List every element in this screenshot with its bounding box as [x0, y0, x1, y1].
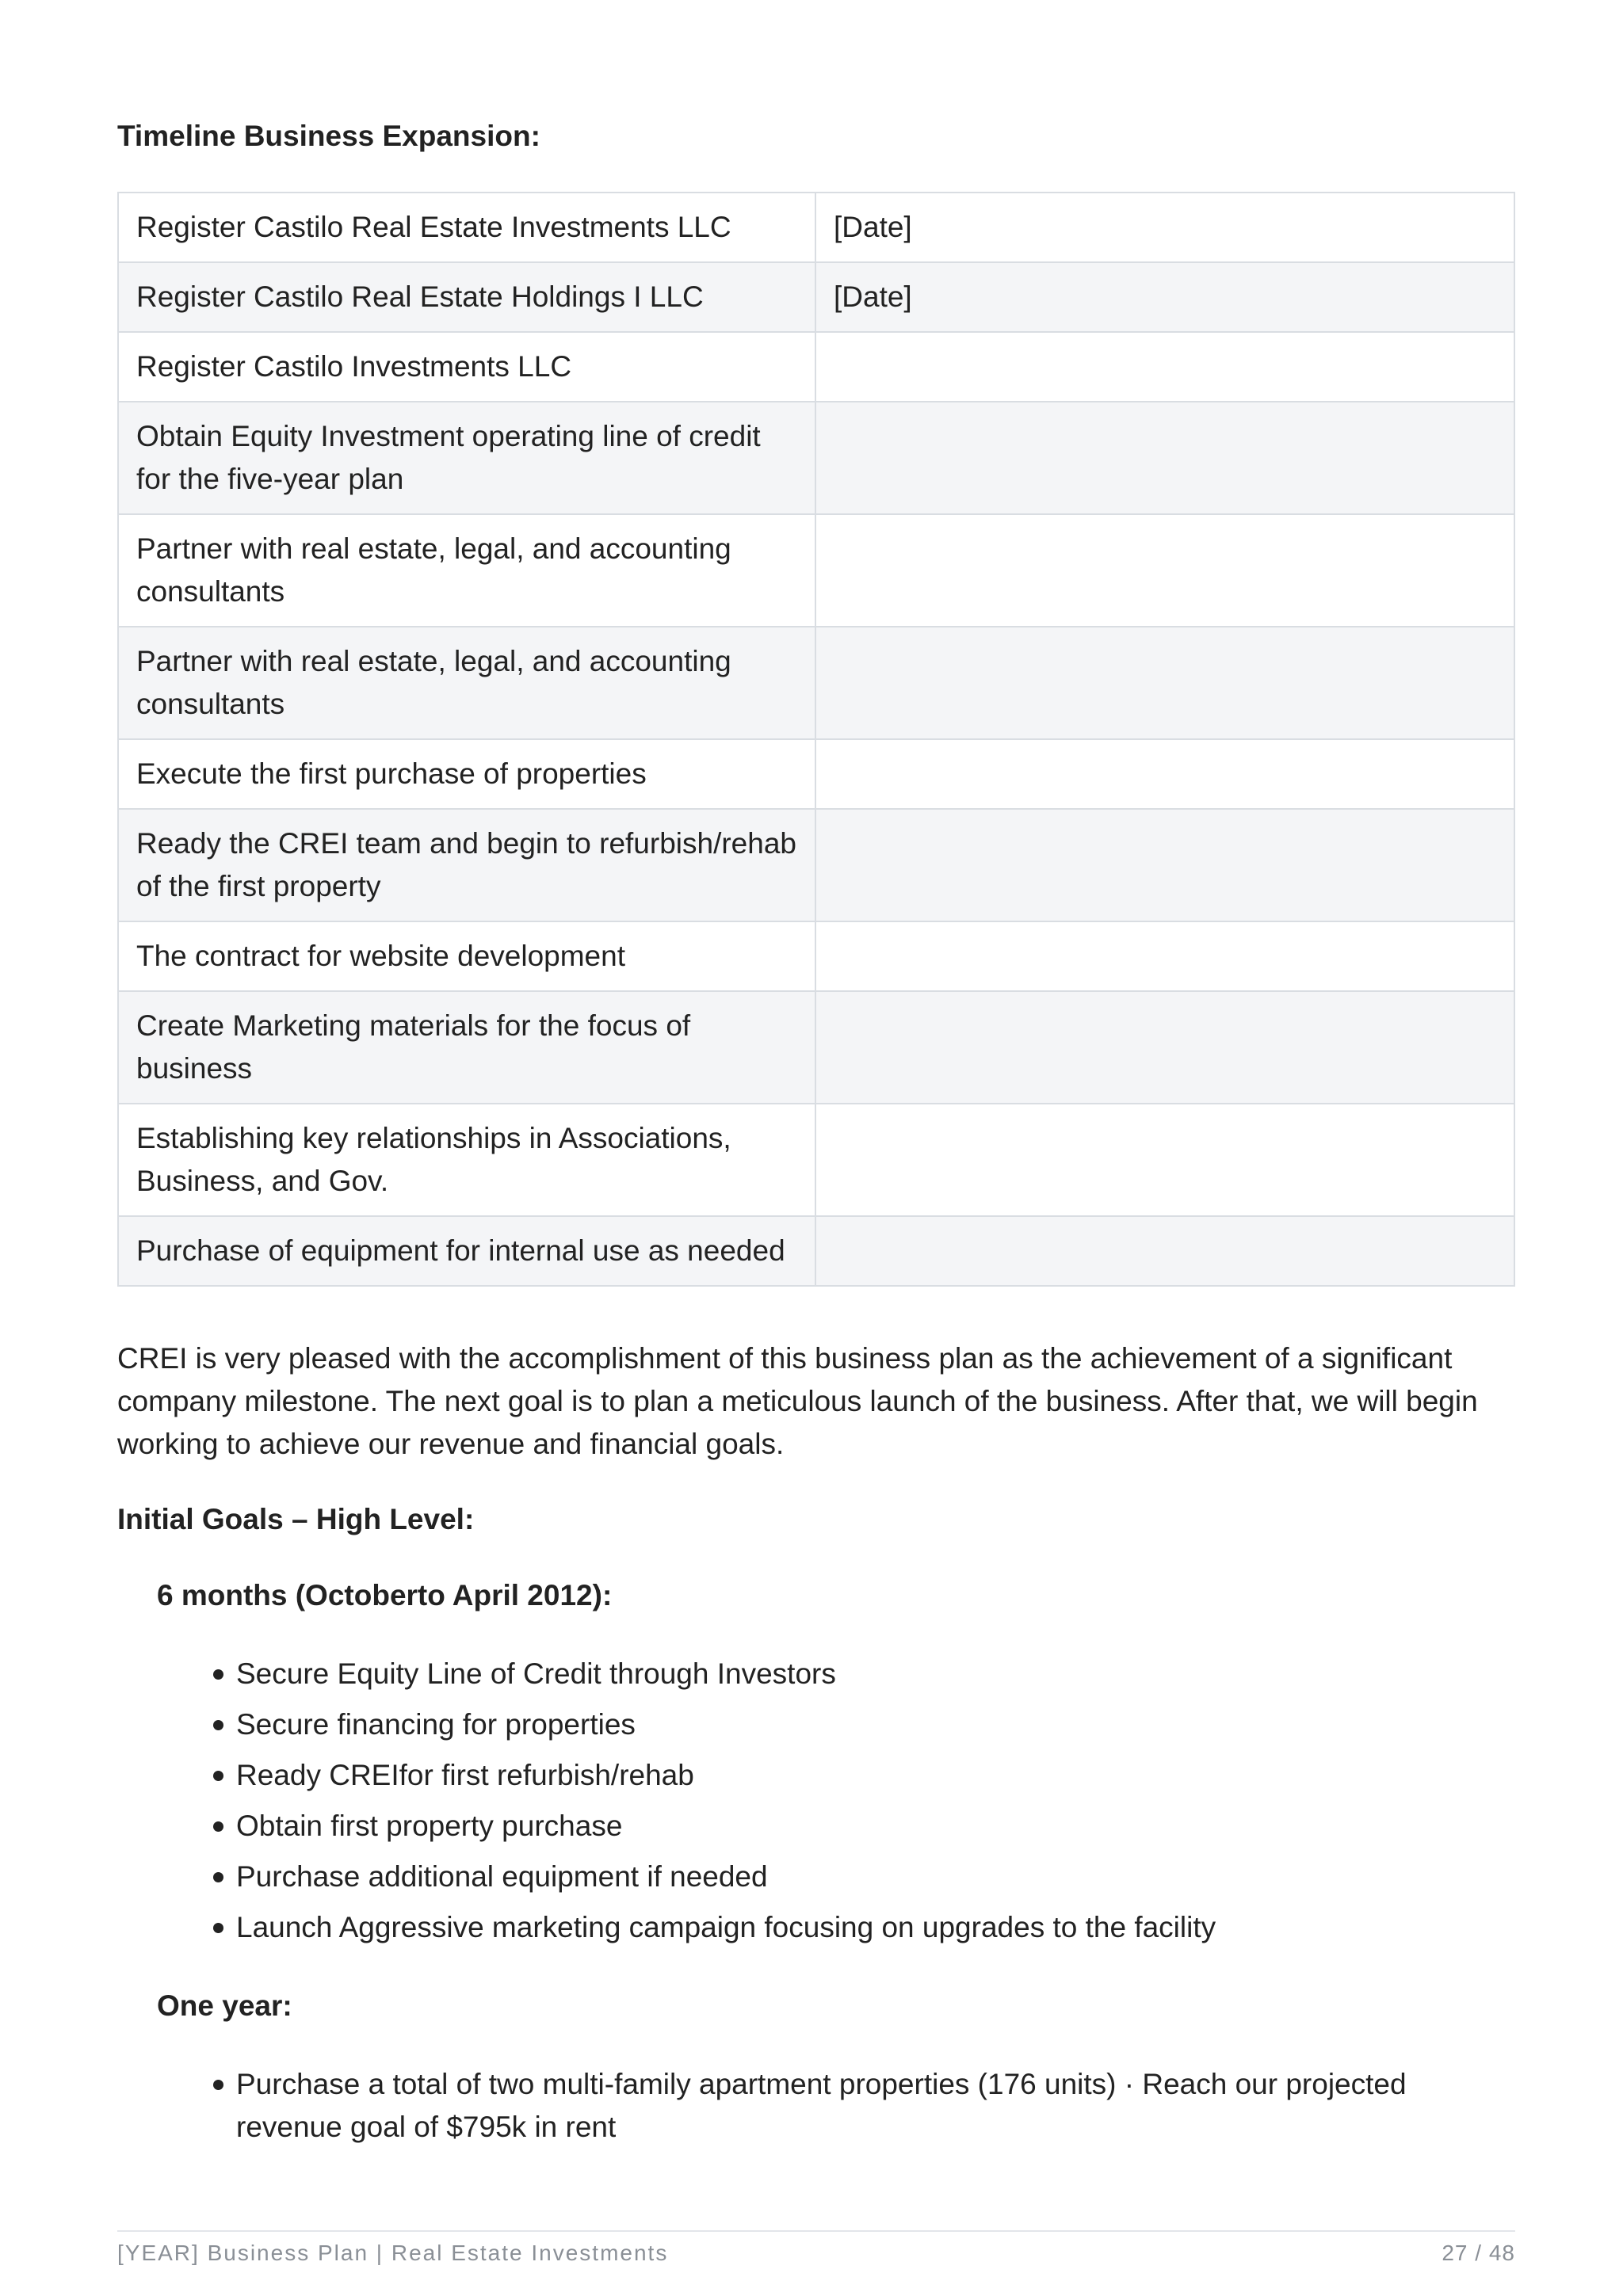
summary-paragraph: CREI is very pleased with the accomplishment of this business plan as the achievement of a significant company milestone. The next goal is to plan a meticulous launch of the business. After that, we will begin working to achieve our revenue and financial goals.: [117, 1342, 1478, 1460]
timeline-task-cell: The contract for website development: [118, 921, 815, 991]
bullet-list-item: [236, 2063, 1504, 2149]
timeline-date-cell: [815, 514, 1514, 627]
timeline-task-cell: Purchase of equipment for internal use as needed: [118, 1216, 815, 1286]
timeline-task-cell: Obtain Equity Investment operating line of credit for the five-year plan: [118, 402, 815, 514]
timeline-date-cell: [815, 627, 1514, 739]
timeline-row: [118, 262, 1514, 332]
timeline-date-cell: [815, 332, 1514, 402]
timeline-row: [118, 514, 1514, 627]
bullet-text: Secure Equity Line of Credit through Investors: [236, 1657, 836, 1690]
bullet-text: Obtain first property purchase: [236, 1810, 623, 1842]
bullet-list-item: [236, 1855, 1504, 1898]
footer-document-title: [YEAR] Business Plan | Real Estate Investments: [117, 2241, 669, 2265]
timeline-task-cell: Register Castilo Real Estate Holdings I LLC: [118, 262, 815, 332]
timeline-task-cell: Establishing key relationships in Associations, Business, and Gov.: [118, 1104, 815, 1216]
timeline-date-cell: [815, 739, 1514, 809]
bullet-list-item: [236, 1906, 1504, 1949]
timeline-row: [118, 402, 1514, 514]
timeline-row: [118, 1104, 1514, 1216]
timeline-task-cell: Create Marketing materials for the focus of business: [118, 991, 815, 1104]
footer-page-number: 27 / 48: [1442, 2241, 1515, 2265]
timeline-row: [118, 1216, 1514, 1286]
one-year-list: [236, 2063, 1504, 2157]
bullet-dot-icon: [213, 1872, 223, 1882]
timeline-row: [118, 332, 1514, 402]
six-months-heading: 6 months (Octoberto April 2012):: [157, 1579, 613, 1611]
timeline-date-cell: [815, 921, 1514, 991]
footer-divider: [117, 2230, 1515, 2232]
timeline-table: [117, 192, 1515, 1287]
timeline-task-cell: Register Castilo Investments LLC: [118, 332, 815, 402]
bullet-dot-icon: [213, 2080, 223, 2090]
timeline-date-cell: [815, 809, 1514, 921]
timeline-date-cell: [815, 991, 1514, 1104]
bullet-text: Ready CREIfor first refurbish/rehab: [236, 1759, 694, 1791]
bullet-text: Purchase a total of two multi-family apartment properties (176 units) · Reach our projected revenue goal of $795k in rent: [236, 2068, 1407, 2143]
timeline-row: [118, 627, 1514, 739]
bullet-text: Launch Aggressive marketing campaign focusing on upgrades to the facility: [236, 1911, 1216, 1943]
timeline-task-cell: Partner with real estate, legal, and accounting consultants: [118, 514, 815, 627]
timeline-row: [118, 739, 1514, 809]
timeline-date-cell: [815, 1104, 1514, 1216]
bullet-list-item: [236, 1805, 1504, 1848]
timeline-row: [118, 193, 1514, 262]
bullet-text: Purchase additional equipment if needed: [236, 1860, 768, 1893]
timeline-row: [118, 921, 1514, 991]
timeline-task-cell: Partner with real estate, legal, and accounting consultants: [118, 627, 815, 739]
bullet-list-item: [236, 1754, 1504, 1797]
timeline-row: [118, 991, 1514, 1104]
timeline-date-cell: [Date]: [815, 193, 1514, 262]
timeline-task-cell: Ready the CREI team and begin to refurbish/rehab of the first property: [118, 809, 815, 921]
bullet-dot-icon: [213, 1669, 223, 1680]
one-year-heading: One year:: [157, 1989, 292, 2022]
bullet-list-item: [236, 1703, 1504, 1746]
timeline-task-cell: Execute the first purchase of properties: [118, 739, 815, 809]
timeline-row: [118, 809, 1514, 921]
six-months-list: [236, 1653, 1504, 1957]
bullet-dot-icon: [213, 1923, 223, 1933]
timeline-date-cell: [Date]: [815, 262, 1514, 332]
initial-goals-heading: Initial Goals – High Level:: [117, 1503, 475, 1535]
timeline-table-body: [118, 193, 1514, 1286]
bullet-dot-icon: [213, 1821, 223, 1832]
timeline-task-cell: Register Castilo Real Estate Investments LLC: [118, 193, 815, 262]
timeline-heading: Timeline Business Expansion:: [117, 120, 540, 152]
bullet-dot-icon: [213, 1771, 223, 1781]
bullet-text: Secure financing for properties: [236, 1708, 636, 1741]
bullet-list-item: [236, 1653, 1504, 1695]
timeline-date-cell: [815, 1216, 1514, 1286]
timeline-date-cell: [815, 402, 1514, 514]
bullet-dot-icon: [213, 1720, 223, 1730]
